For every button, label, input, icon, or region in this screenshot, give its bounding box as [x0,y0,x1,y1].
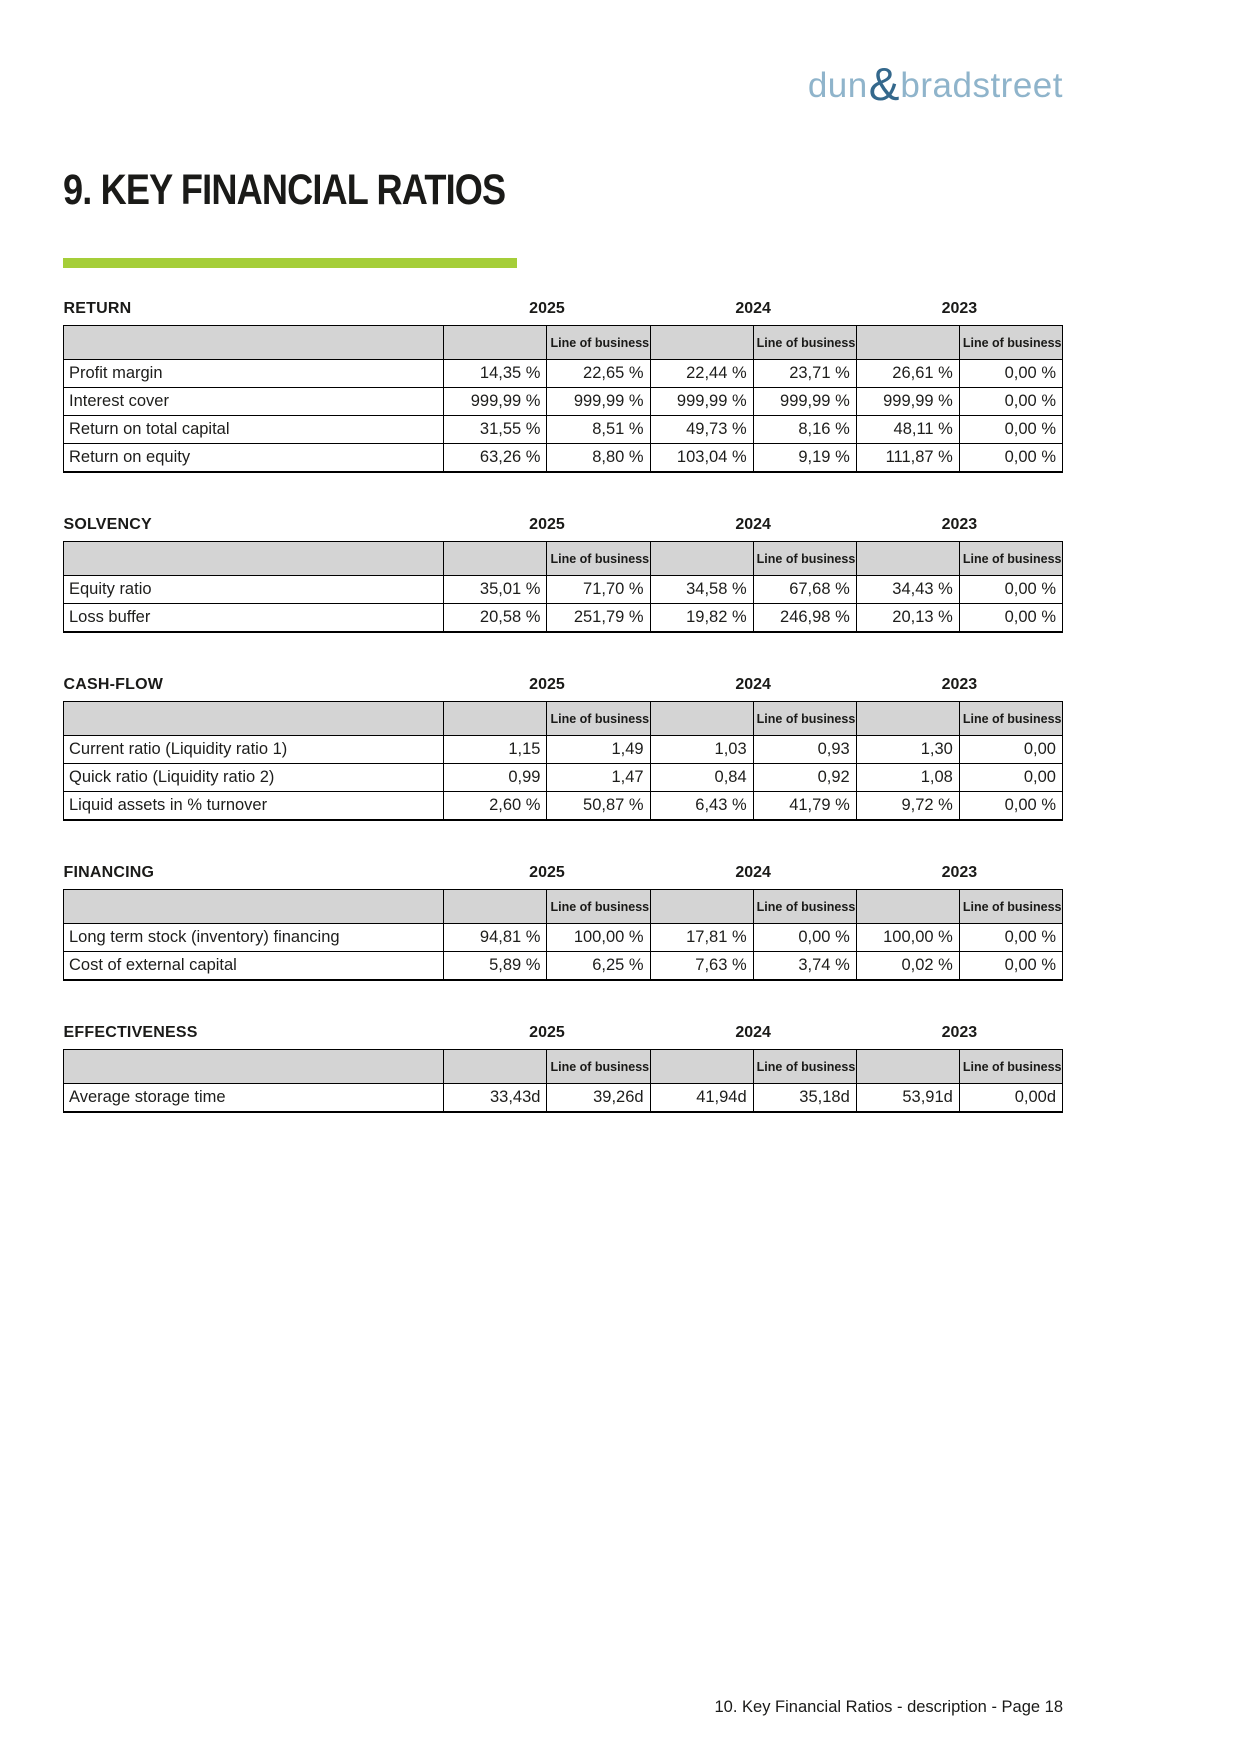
ratio-value: 49,73 % [650,416,753,444]
line-of-business-header: Line of business [753,702,856,736]
table-row [64,1084,1063,1113]
ratio-value: 103,04 % [650,444,753,473]
year-header: 2024 [735,1024,771,1041]
sections-container [63,293,1064,1149]
line-of-business-header: Line of business [753,890,856,924]
section-title: RETURN [63,300,132,317]
year-header: 2024 [735,864,771,881]
line-of-business-header: Line of business [959,702,1062,736]
ratio-label: Current ratio (Liquidity ratio 1) [64,736,444,764]
empty-header-cell [856,542,959,576]
ratio-value-line-of-business: 50,87 % [547,792,650,821]
line-of-business-header: Line of business [547,890,650,924]
year-header: 2023 [941,516,978,533]
ratio-label: Loss buffer [64,604,444,633]
ratio-value-line-of-business: 3,74 % [753,952,856,981]
ratio-label: Interest cover [64,388,444,416]
ratios-table-return [63,293,1063,473]
empty-header-cell [444,542,547,576]
empty-header-cell [650,542,753,576]
ratio-value-line-of-business: 8,80 % [547,444,650,473]
section-header-row [64,669,1063,702]
column-header-row [64,702,1063,736]
ratio-label: Quick ratio (Liquidity ratio 2) [64,764,444,792]
ratio-value-line-of-business: 999,99 % [547,388,650,416]
ratio-value: 111,87 % [856,444,959,473]
ratio-value: 999,99 % [650,388,753,416]
line-of-business-header: Line of business [753,542,856,576]
ratio-value-line-of-business: 0,00 % [959,952,1062,981]
table-row [64,792,1063,821]
table-row [64,576,1063,604]
ratio-value-line-of-business: 1,47 [547,764,650,792]
ratio-value: 1,03 [650,736,753,764]
logo-text-bradstreet: bradstreet [900,66,1063,105]
ratio-value: 2,60 % [444,792,547,821]
ratio-value: 6,43 % [650,792,753,821]
ratio-value-line-of-business: 67,68 % [753,576,856,604]
ratio-value: 35,01 % [444,576,547,604]
empty-header-cell [856,890,959,924]
ratio-value: 31,55 % [444,416,547,444]
ratio-value: 14,35 % [444,360,547,388]
ratio-value: 34,58 % [650,576,753,604]
ratio-value-line-of-business: 9,19 % [753,444,856,473]
ratio-value-line-of-business: 0,00 % [959,792,1062,821]
year-header: 2025 [529,864,565,881]
ratio-value-line-of-business: 246,98 % [753,604,856,633]
ratio-value-line-of-business: 39,26d [547,1084,650,1113]
section-header-row [64,1017,1063,1050]
line-of-business-header: Line of business [547,326,650,360]
ratio-value-line-of-business: 22,65 % [547,360,650,388]
empty-header-cell [64,890,444,924]
ratio-value-line-of-business: 100,00 % [547,924,650,952]
year-header: 2024 [735,516,771,533]
ratio-value: 17,81 % [650,924,753,952]
year-header: 2023 [941,864,978,881]
ratio-value: 48,11 % [856,416,959,444]
ratio-label: Liquid assets in % turnover [64,792,444,821]
ratio-value: 9,72 % [856,792,959,821]
ratio-value-line-of-business: 0,00 % [753,924,856,952]
ratios-table-financing [63,857,1063,981]
empty-header-cell [650,702,753,736]
ratio-label: Return on equity [64,444,444,473]
ratio-value-line-of-business: 23,71 % [753,360,856,388]
line-of-business-header: Line of business [959,890,1062,924]
table-row [64,604,1063,633]
page-title: 9. KEY FINANCIAL RATIOS [63,166,506,214]
ratio-value: 53,91d [856,1084,959,1113]
ratio-value-line-of-business: 999,99 % [753,388,856,416]
empty-header-cell [444,890,547,924]
table-row [64,388,1063,416]
ratio-label: Equity ratio [64,576,444,604]
ratio-value-line-of-business: 251,79 % [547,604,650,633]
ratio-value-line-of-business: 0,93 [753,736,856,764]
ratio-value-line-of-business: 0,00 % [959,924,1062,952]
ratio-value: 5,89 % [444,952,547,981]
ratio-value-line-of-business: 0,00 % [959,416,1062,444]
dun-bradstreet-logo [807,58,1063,110]
column-header-row [64,1050,1063,1084]
line-of-business-header: Line of business [753,326,856,360]
ratios-table-cash-flow [63,669,1063,821]
ratio-value-line-of-business: 0,00 [959,736,1062,764]
empty-header-cell [64,542,444,576]
ratio-value: 41,94d [650,1084,753,1113]
empty-header-cell [444,326,547,360]
ratio-value: 20,13 % [856,604,959,633]
ratio-value: 1,30 [856,736,959,764]
section-header-row [64,293,1063,326]
ratio-value-line-of-business: 1,49 [547,736,650,764]
ratio-value: 34,43 % [856,576,959,604]
ratio-value-line-of-business: 0,92 [753,764,856,792]
ratio-label: Average storage time [64,1084,444,1113]
ratio-value: 999,99 % [444,388,547,416]
ratio-value: 0,99 [444,764,547,792]
ratio-label: Long term stock (inventory) financing [64,924,444,952]
year-header: 2023 [941,300,978,317]
empty-header-cell [856,702,959,736]
ratio-value-line-of-business: 8,16 % [753,416,856,444]
table-row [64,924,1063,952]
ratio-value: 26,61 % [856,360,959,388]
ratio-value: 1,15 [444,736,547,764]
ratio-value-line-of-business: 0,00 % [959,576,1062,604]
year-header: 2023 [941,1024,978,1041]
ratio-value: 22,44 % [650,360,753,388]
ratio-value: 1,08 [856,764,959,792]
empty-header-cell [650,326,753,360]
table-row [64,736,1063,764]
ratio-value: 0,02 % [856,952,959,981]
ratio-value-line-of-business: 0,00 % [959,444,1062,473]
line-of-business-header: Line of business [959,1050,1062,1084]
title-accent-bar [63,258,517,268]
ratio-value-line-of-business: 0,00 % [959,360,1062,388]
year-header: 2024 [735,676,771,693]
ratio-label: Return on total capital [64,416,444,444]
section-title: FINANCING [63,864,155,881]
ratio-label: Cost of external capital [64,952,444,981]
ratio-value-line-of-business: 6,25 % [547,952,650,981]
table-row [64,444,1063,473]
ampersand-icon: & [868,58,900,110]
ratio-value: 63,26 % [444,444,547,473]
column-header-row [64,890,1063,924]
year-header: 2025 [529,300,565,317]
empty-header-cell [856,1050,959,1084]
ratio-value-line-of-business: 0,00 % [959,388,1062,416]
line-of-business-header: Line of business [547,1050,650,1084]
ratio-value-line-of-business: 0,00 [959,764,1062,792]
section-title: SOLVENCY [63,516,152,533]
ratio-value-line-of-business: 35,18d [753,1084,856,1113]
year-header: 2024 [735,300,771,317]
table-row [64,416,1063,444]
empty-header-cell [64,1050,444,1084]
line-of-business-header: Line of business [547,542,650,576]
ratios-table-effectiveness [63,1017,1063,1113]
line-of-business-header: Line of business [959,326,1062,360]
empty-header-cell [650,1050,753,1084]
empty-header-cell [444,702,547,736]
ratio-value-line-of-business: 0,00d [959,1084,1062,1113]
ratio-value: 999,99 % [856,388,959,416]
empty-header-cell [444,1050,547,1084]
table-row [64,764,1063,792]
ratio-value: 7,63 % [650,952,753,981]
year-header: 2025 [529,1024,565,1041]
ratio-value: 100,00 % [856,924,959,952]
empty-header-cell [64,702,444,736]
section-header-row [64,857,1063,890]
year-header: 2025 [529,516,565,533]
ratio-value: 0,84 [650,764,753,792]
ratios-table-solvency [63,509,1063,633]
line-of-business-header: Line of business [547,702,650,736]
ratio-value-line-of-business: 8,51 % [547,416,650,444]
column-header-row [64,542,1063,576]
logo-text-dun: dun [807,66,868,105]
table-row [64,952,1063,981]
ratio-label: Profit margin [64,360,444,388]
table-row [64,360,1063,388]
column-header-row [64,326,1063,360]
ratio-value: 20,58 % [444,604,547,633]
year-header: 2023 [941,676,978,693]
ratio-value: 19,82 % [650,604,753,633]
line-of-business-header: Line of business [753,1050,856,1084]
line-of-business-header: Line of business [959,542,1062,576]
page-footer: 10. Key Financial Ratios - description - Page 18 [714,1698,1063,1716]
section-header-row [64,509,1063,542]
empty-header-cell [64,326,444,360]
empty-header-cell [856,326,959,360]
empty-header-cell [650,890,753,924]
ratio-value: 33,43d [444,1084,547,1113]
ratio-value: 94,81 % [444,924,547,952]
ratio-value-line-of-business: 41,79 % [753,792,856,821]
ratio-value-line-of-business: 0,00 % [959,604,1062,633]
ratio-value-line-of-business: 71,70 % [547,576,650,604]
year-header: 2025 [529,676,565,693]
section-title: EFFECTIVENESS [63,1024,198,1041]
section-title: CASH-FLOW [63,676,164,693]
